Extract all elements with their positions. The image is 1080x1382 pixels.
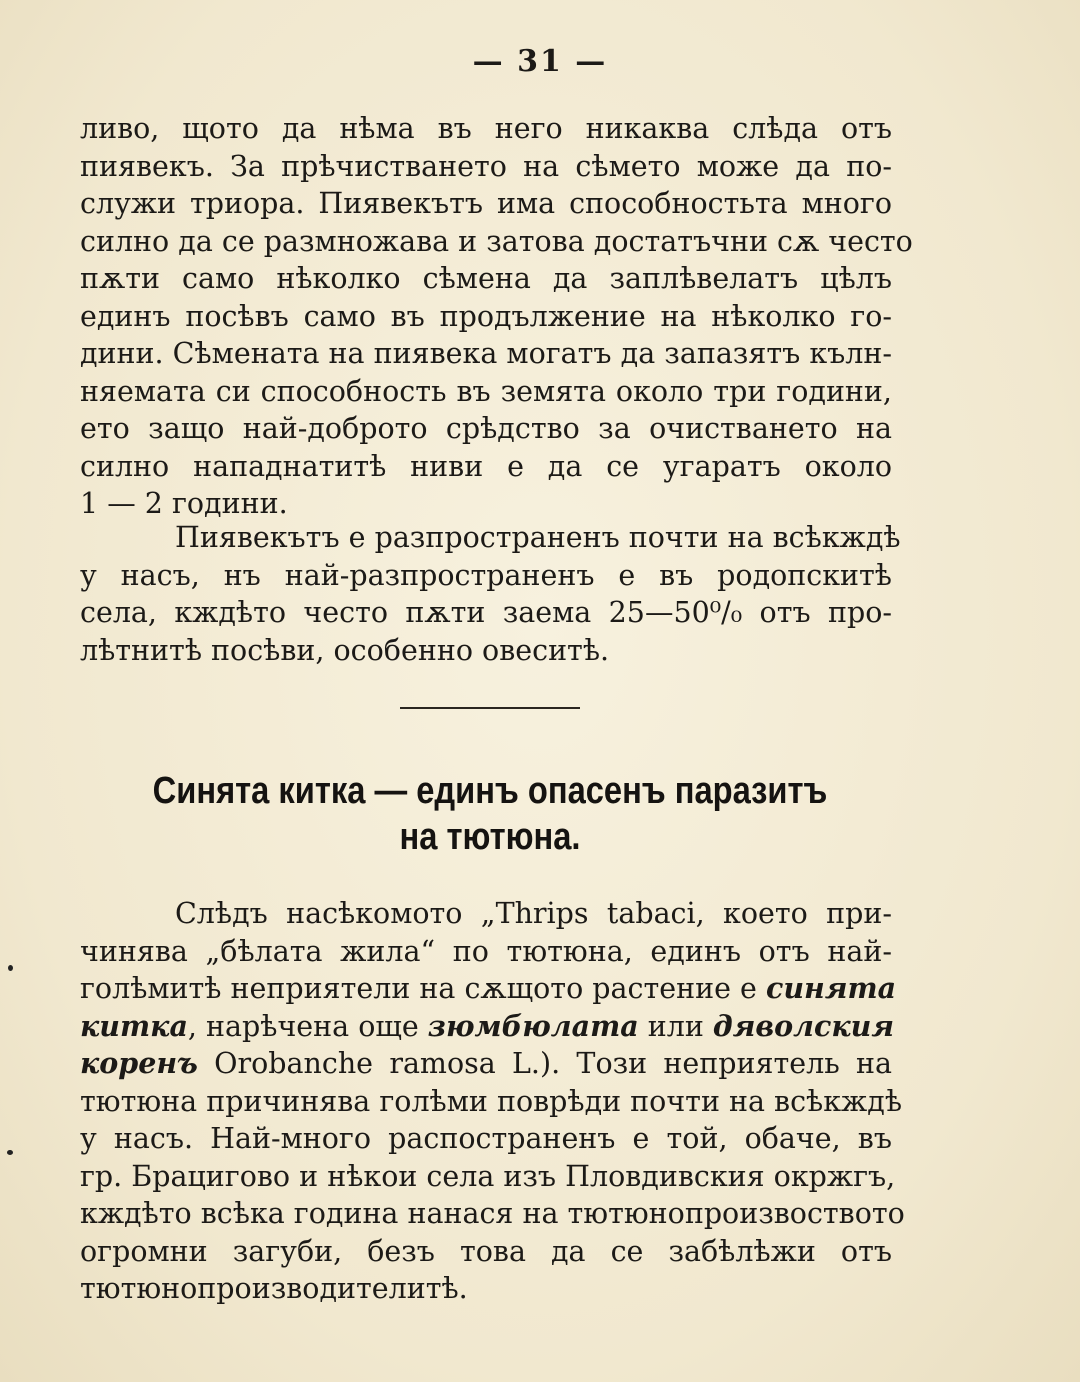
text-run: , нарѣчена още: [187, 1009, 428, 1043]
heading-line: Синята китка — единъ опасенъ паразитъ: [152, 770, 828, 812]
text-line: [80, 1008, 895, 1046]
text-line: огромни загуби, безъ това да се забѣлѣжи отъ: [80, 1234, 892, 1268]
text-line: кждѣто всѣка година нанася на тютюнопроизвоството: [80, 1197, 905, 1230]
ink-speck: [7, 1150, 13, 1155]
text-line: гр. Брацигово и нѣкои села изъ Пловдивския окржгъ,: [80, 1159, 896, 1193]
text-line: дини. Сѣмената на пиявека могатъ да запазятъ кълн-: [80, 337, 892, 370]
text-line: [80, 1045, 892, 1083]
heading-line: на тютюна.: [399, 816, 581, 858]
paragraph-pievek-seeds: [80, 110, 913, 523]
text-line: Пиявекътъ е разпространенъ почти на всѣкждѣ: [175, 521, 901, 554]
paragraph-blue-tassel: [80, 895, 905, 1308]
text-line: единъ посѣвъ само въ продължение на нѣколко го-: [80, 299, 892, 333]
text-line: чинява „бѣлата жила“ по тютюна, единъ отъ най-: [80, 934, 892, 968]
text-line: у насъ. Най-много распостраненъ е той, обаче, въ: [80, 1122, 892, 1155]
text-line: пѫти само нѣколко сѣмена да заплѣвелатъ цѣлъ: [80, 262, 892, 295]
text-line: 1 — 2 години.: [80, 487, 288, 520]
text-line: служи триора. Пиявекътъ има способностьта много: [80, 187, 892, 220]
italic-term: зюмбюлата: [427, 1008, 639, 1043]
section-heading: [137, 768, 842, 860]
section-divider: [400, 707, 580, 709]
italic-term: китка: [80, 1008, 188, 1043]
text-line: пиявекъ. За прѣчистването на сѣмето може да по-: [80, 149, 892, 183]
text-line: [80, 970, 897, 1008]
text-line: лѣтнитѣ посѣви, особенно овеситѣ.: [80, 633, 610, 667]
text-line: силно нападнатитѣ ниви е да се угаратъ около: [80, 449, 892, 483]
ink-speck: [8, 965, 13, 971]
text-line: силно да се размножава и затова достатъчни сѫ често: [80, 224, 913, 258]
paragraph-pievek-distribution: [80, 519, 901, 669]
text-line: тютюна причинява голѣми поврѣди почти на всѣкждѣ: [80, 1084, 903, 1118]
text-line: Слѣдъ насѣкомото „Thrips tabaci, което при-: [175, 897, 892, 930]
text-line: села, кждѣто често пѫти заема 25—50⁰/₀ отъ про-: [80, 596, 892, 629]
page-number: — 31 —: [472, 44, 608, 79]
italic-term: дяволския: [712, 1008, 895, 1043]
italic-term: синята: [765, 971, 897, 1005]
italic-term: коренъ: [80, 1046, 198, 1080]
text-line: ливо, щото да нѣма въ него никаква слѣда отъ: [80, 112, 892, 145]
text-line: тютюнопроизводителитѣ.: [80, 1272, 468, 1305]
text-line: няемата си способность въ земята около три години,: [80, 374, 892, 408]
text-run: Orobanche ramosa L.). Този неприятель на: [197, 1047, 892, 1080]
text-line: у насъ, нъ най-разпространенъ е въ родопскитѣ: [80, 558, 892, 592]
text-run: или: [638, 1009, 713, 1043]
text-line: ето защо най-доброто срѣдство за очистването на: [80, 412, 892, 445]
text-run: голѣмитѣ неприятели на сѫщото растение е: [80, 972, 766, 1005]
